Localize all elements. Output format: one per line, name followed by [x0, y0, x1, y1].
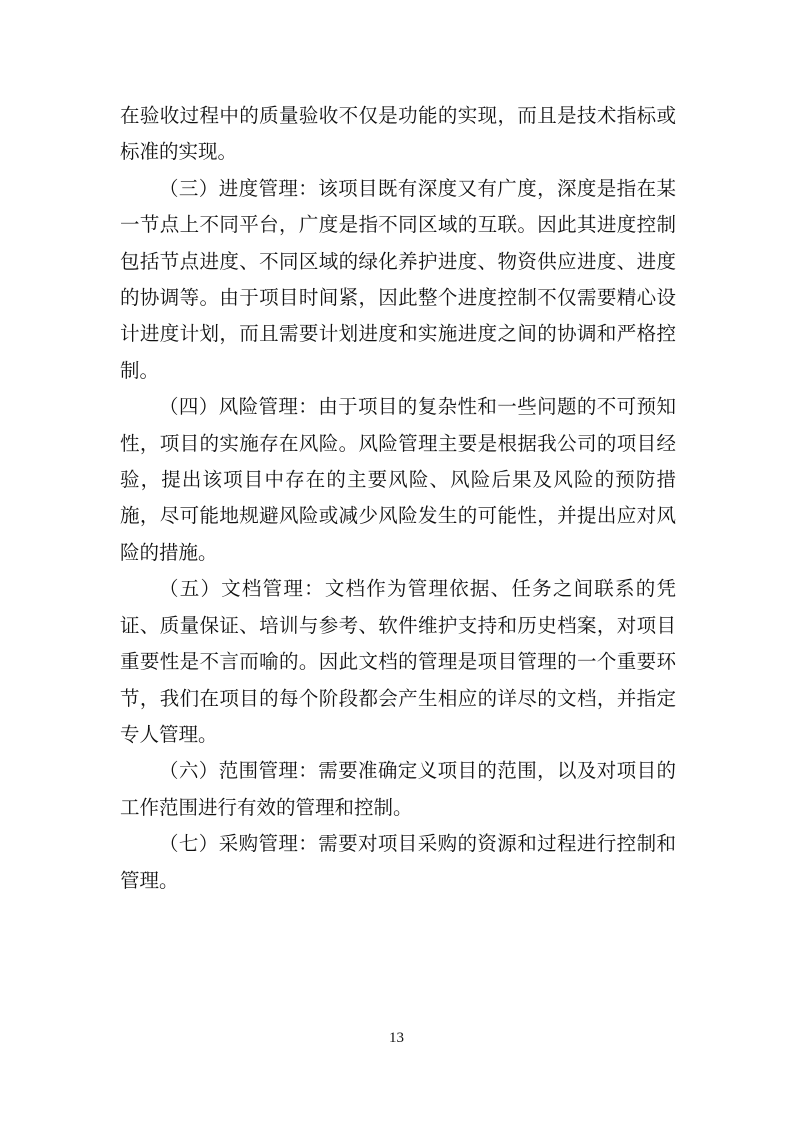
- paragraph-risk-management: （四）风险管理：由于项目的复杂性和一些问题的不可预知性，项目的实施存在风险。风险管理主要是根据我公司的项目经验，提出该项目中存在的主要风险、风险后果及风险的预防措施，尽可能地规避风险或减少风险发生的可能性，并提出应对风险的措施。: [120, 395, 676, 564]
- paragraph-document-management: （五）文档管理：文档作为管理依据、任务之间联系的凭证、质量保证、培训与参考、软件维护支持和历史档案，对项目重要性是不言而喻的。因此文档的管理是项目管理的一个重要环节，我们在项目的每个阶段都会产生相应的详尽的文档，并指定专人管理。: [120, 577, 676, 746]
- paragraph-scope-management: （六）范围管理：需要准确定义项目的范围，以及对项目的工作范围进行有效的管理和控制。: [120, 759, 676, 819]
- paragraph-procurement-management: （七）采购管理：需要对项目采购的资源和过程进行控制和管理。: [120, 832, 676, 892]
- page-number: 13: [389, 1030, 404, 1046]
- document-page: [120, 98, 676, 899]
- paragraph-schedule-management: （三）进度管理：该项目既有深度又有广度，深度是指在某一节点上不同平台，广度是指不同区域的互联。因此其进度控制包括节点进度、不同区域的绿化养护进度、物资供应进度、进度的协调等。由于项目时间紧，因此整个进度控制不仅需要精心设计进度计划，而且需要计划进度和实施进度之间的协调和严格控制。: [120, 176, 676, 382]
- paragraph-quality-acceptance: 在验收过程中的质量验收不仅是功能的实现，而且是技术指标或标准的实现。: [120, 104, 676, 164]
